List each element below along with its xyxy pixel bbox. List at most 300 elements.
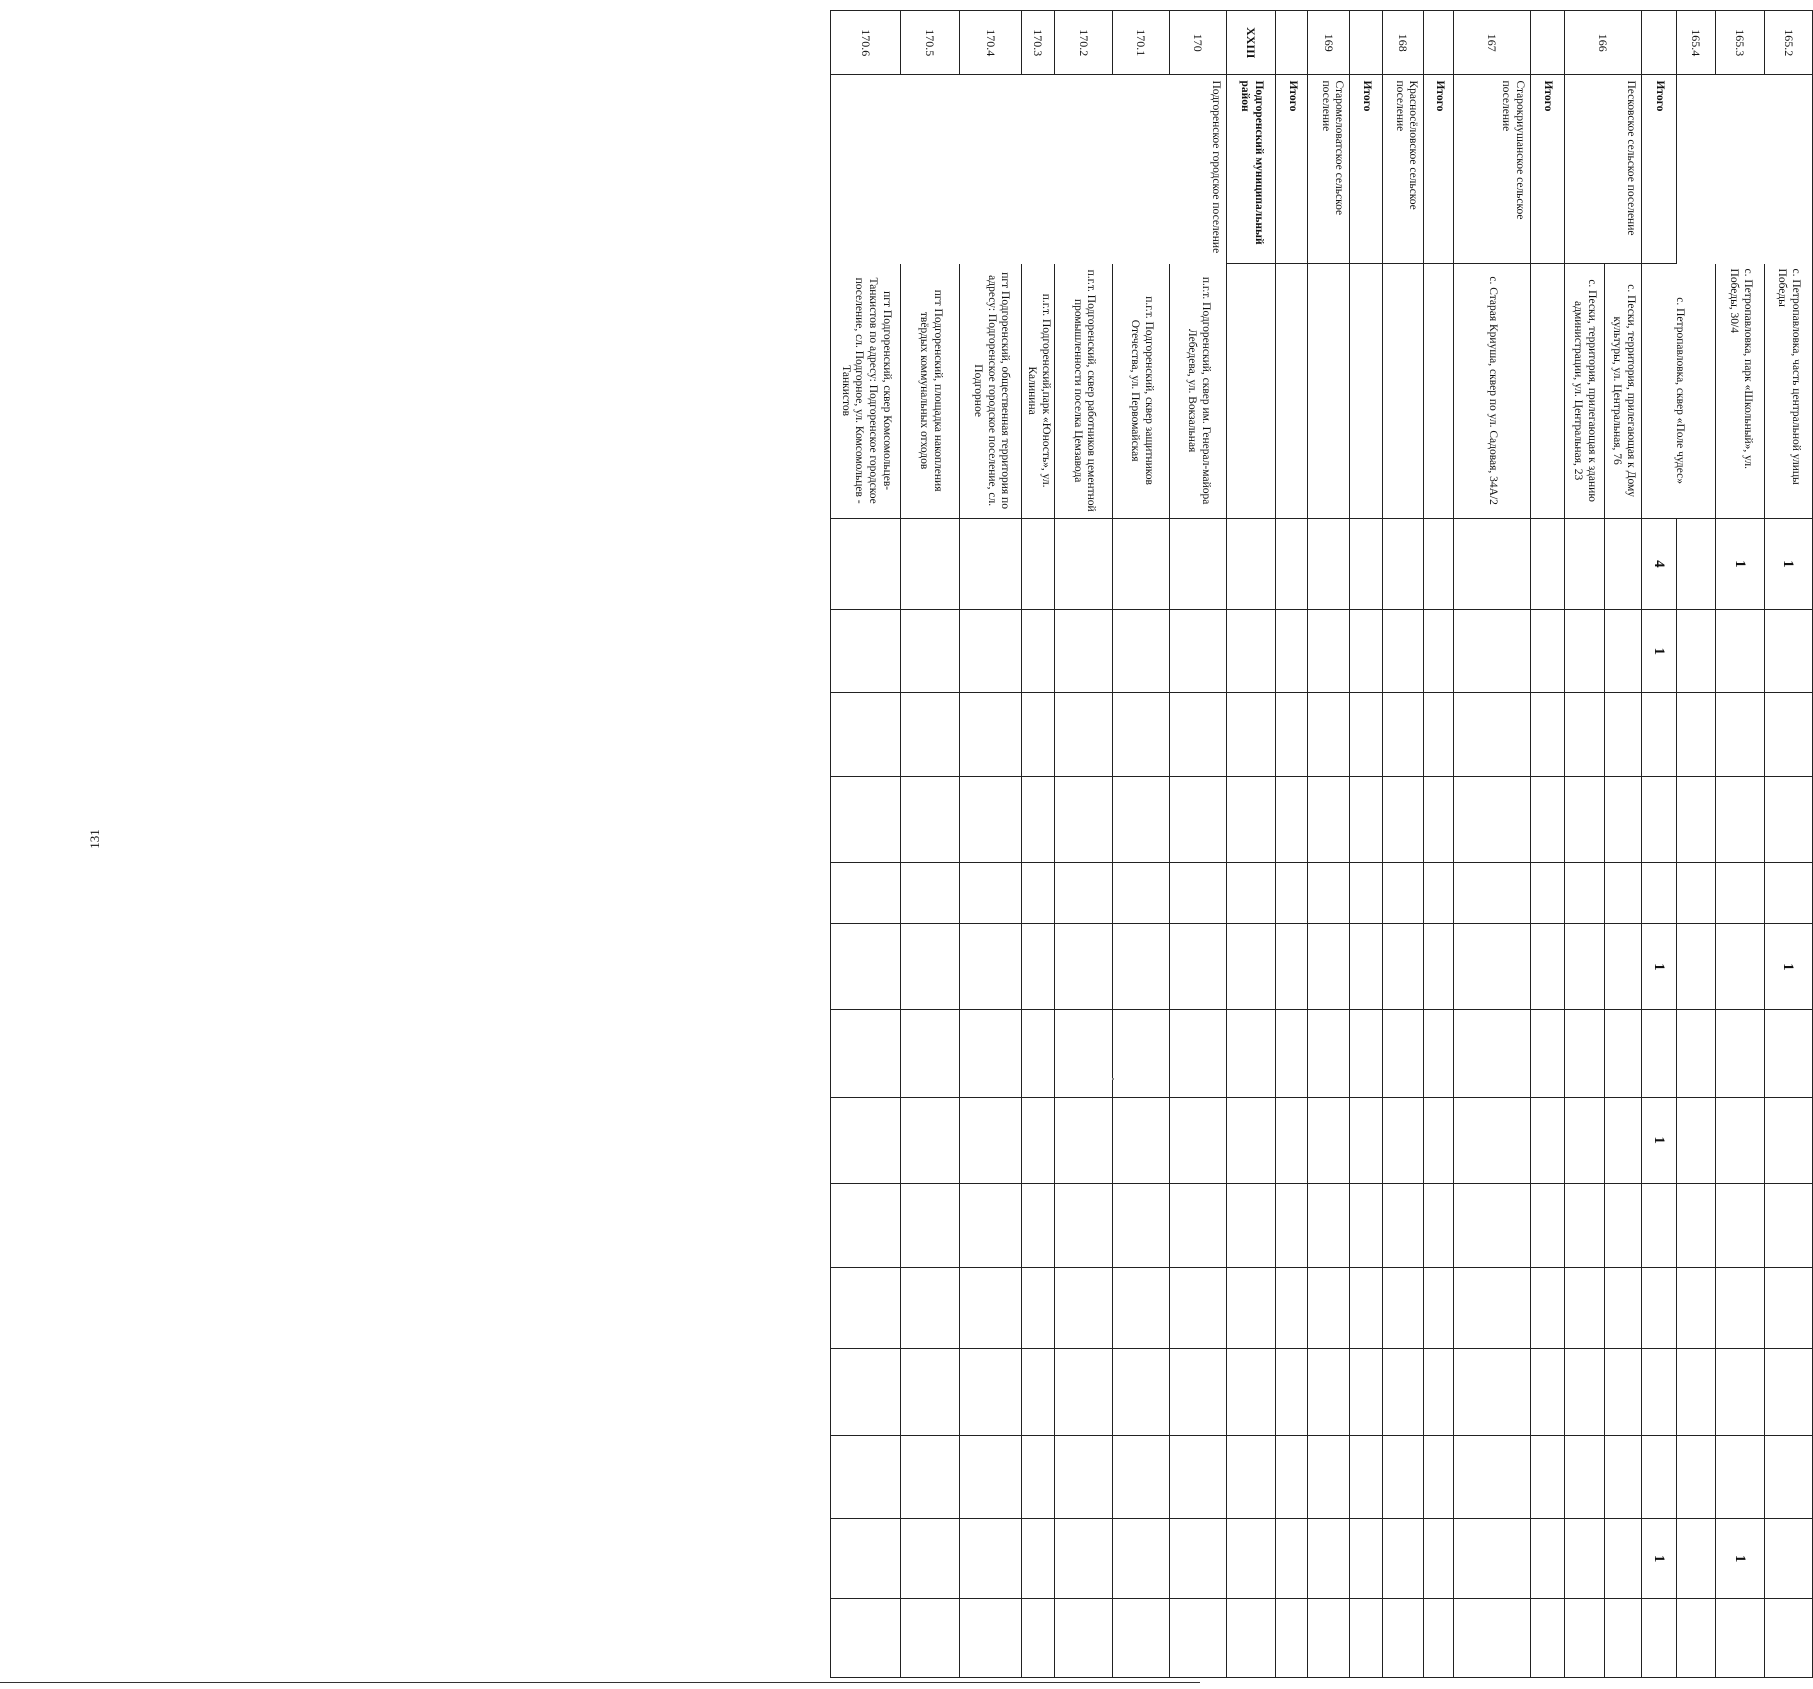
value-cell [960,924,1022,1010]
value-cell [1055,1268,1113,1349]
table-row [1454,11,1530,1678]
value-cell [1022,693,1055,776]
value-cell [1113,518,1170,609]
value-cell [1226,1268,1275,1349]
value-cell [1022,1183,1055,1268]
value-cell [1530,1519,1564,1598]
object-name: пгт Подгоренский, сквер Комсомольцев-Танкистов по адресу: Подгоренское городское поселение, сл. Подгорное, ул. Комсомольцев - Танкистов [831,263,901,518]
value-cell [1055,1519,1113,1598]
value-cell [1055,862,1113,924]
table-row [1350,11,1382,1678]
value-cell [960,1598,1022,1677]
value-cell [1676,1097,1716,1183]
value-cell [1382,1519,1424,1598]
row-number [1350,11,1382,75]
object-name [1276,263,1308,518]
value-cell [1642,776,1676,862]
value-cell [1113,1519,1170,1598]
value-cell [1055,1183,1113,1268]
value-cell [831,1598,901,1677]
value-cell [1170,1010,1227,1097]
value-cell [960,518,1022,609]
value-cell [1113,924,1170,1010]
value-cell [1022,1010,1055,1097]
value-cell [1055,610,1113,693]
value-cell [1424,1097,1454,1183]
value-cell [1604,518,1642,609]
value-cell [1604,1519,1642,1598]
value-cell [1716,1183,1764,1268]
value-cell [1530,610,1564,693]
value-cell [960,862,1022,924]
value-cell [1676,1268,1716,1349]
table-row [1530,11,1564,1678]
value-cell [1350,1183,1382,1268]
value-cell [1676,862,1716,924]
value-cell [1170,1348,1227,1435]
value-cell [1226,1010,1275,1097]
value-cell [1276,693,1308,776]
value-cell [1424,1010,1454,1097]
value-cell [1764,1519,1812,1598]
value-cell [1226,1598,1275,1677]
value-cell [1226,1519,1275,1598]
value-cell [1530,862,1564,924]
value-cell [1604,1436,1642,1519]
value-cell [1022,610,1055,693]
value-cell [1530,518,1564,609]
value-cell [1642,1598,1676,1677]
value-cell [960,1010,1022,1097]
value-cell [1308,610,1350,693]
value-cell [1716,776,1764,862]
value-cell [1022,1519,1055,1598]
value-cell [831,693,901,776]
value-cell [1022,924,1055,1010]
value-cell [1308,924,1350,1010]
object-name: с. Пески, территория, прилегающая к Дому культуры, ул. Центральная, 76 [1604,263,1642,518]
value-cell [1055,1436,1113,1519]
value-cell [1454,1268,1530,1349]
data-table [830,10,1813,1678]
value-cell [1226,1348,1275,1435]
value-cell [960,1519,1022,1598]
value-cell [1022,1436,1055,1519]
value-cell [1350,1348,1382,1435]
value-cell [1565,924,1605,1010]
table-row [1642,11,1676,1678]
value-cell [960,1348,1022,1435]
value-cell [1055,693,1113,776]
value-cell [1604,1183,1642,1268]
value-cell [1170,1097,1227,1183]
value-cell [1382,610,1424,693]
value-cell [1276,1348,1308,1435]
total-label: Итого [1276,75,1308,263]
value-cell [1424,1268,1454,1349]
object-name: с. Пески, территория, прилегающая к зданию администрации, ул. Центральная, 23 [1565,263,1605,518]
value-cell [1764,610,1812,693]
value-cell [1604,924,1642,1010]
value-cell [1565,1519,1605,1598]
row-number: 165.2 [1764,11,1812,75]
value-cell [1530,1183,1564,1268]
value-cell [1604,693,1642,776]
value-cell [1642,1436,1676,1519]
value-cell [1350,1268,1382,1349]
table-row [1604,11,1642,1678]
object-name [1350,263,1382,518]
value-cell [900,862,959,924]
value-cell [1276,1598,1308,1677]
value-cell: 1 [1716,1519,1764,1598]
value-cell [1276,924,1308,1010]
settlement-name: Старомеловатское сельское поселение [1308,75,1350,263]
value-cell [1113,776,1170,862]
value-cell [1226,1436,1275,1519]
value-cell [1454,1436,1530,1519]
value-cell [1565,1348,1605,1435]
value-cell [1170,1183,1227,1268]
value-cell [831,518,901,609]
value-cell [1764,862,1812,924]
object-name: п.г.т. Подгоренский, сквер защитников Отечества, ул. Первомайская [1113,263,1170,518]
value-cell [1716,610,1764,693]
row-number [1424,11,1454,75]
value-cell [1716,862,1764,924]
value-cell [1604,1010,1642,1097]
value-cell [1565,862,1605,924]
value-cell [1055,518,1113,609]
value-cell [1676,693,1716,776]
value-cell [1424,610,1454,693]
object-name [1226,263,1275,518]
value-cell [1454,1598,1530,1677]
value-cell [1530,776,1564,862]
value-cell [1170,1436,1227,1519]
value-cell [1764,1010,1812,1097]
value-cell [1170,862,1227,924]
value-cell [1382,693,1424,776]
value-cell [1022,1598,1055,1677]
value-cell [1113,1097,1170,1183]
value-cell [960,1183,1022,1268]
value-cell [1764,1097,1812,1183]
value-cell [1350,924,1382,1010]
value-cell [900,1097,959,1183]
value-cell [900,1436,959,1519]
value-cell [1454,1519,1530,1598]
value-cell [1676,1519,1716,1598]
value-cell [1454,518,1530,609]
value-cell [1113,610,1170,693]
value-cell [1454,862,1530,924]
value-cell [1454,693,1530,776]
row-number: 165.4 [1676,11,1716,75]
object-name: с. Петропавловка, часть центральной улицы Победы [1764,263,1812,518]
value-cell [831,610,901,693]
value-cell [1530,1010,1564,1097]
table-row [1170,11,1227,1678]
value-cell [1022,862,1055,924]
settlement-cell [1676,75,1812,263]
value-cell [1276,610,1308,693]
value-cell [1226,610,1275,693]
value-cell [1604,1097,1642,1183]
value-cell [1170,924,1227,1010]
value-cell [1055,1010,1113,1097]
value-cell [1276,1097,1308,1183]
value-cell [960,1097,1022,1183]
value-cell [1382,1010,1424,1097]
value-cell [831,862,901,924]
object-name: пгт Подгоренский, общественная территория по адресу: Подгоренское городское поселение, сл. Подгорное [960,263,1022,518]
value-cell [1382,1268,1424,1349]
value-cell [1382,518,1424,609]
object-name [1382,263,1424,518]
value-cell [1308,862,1350,924]
value-cell [1454,776,1530,862]
row-number [1530,11,1564,75]
row-number: 167 [1454,11,1530,75]
object-name: пгт Подгоренский, площадка накопления твёрдых коммунальных отходов [900,263,959,518]
value-cell [1565,1436,1605,1519]
value-cell [1308,1348,1350,1435]
value-cell [1113,862,1170,924]
value-cell [1055,1097,1113,1183]
value-cell [1454,1097,1530,1183]
value-cell [1565,518,1605,609]
value-cell [1382,776,1424,862]
value-cell [960,1436,1022,1519]
value-cell [1170,1598,1227,1677]
value-cell [900,776,959,862]
value-cell [1308,1183,1350,1268]
value-cell [1676,776,1716,862]
table-row [1226,11,1275,1678]
value-cell [1565,693,1605,776]
value-cell [1350,1010,1382,1097]
value-cell [1022,1268,1055,1349]
value-cell [960,776,1022,862]
value-cell [900,518,959,609]
value-cell [960,1268,1022,1349]
page-number: 131 [87,829,102,849]
value-cell: 1 [1642,1097,1676,1183]
value-cell [1764,1436,1812,1519]
value-cell [1308,1598,1350,1677]
value-cell [1764,1183,1812,1268]
value-cell [1424,924,1454,1010]
value-cell [900,1183,959,1268]
value-cell [1604,776,1642,862]
value-cell [1113,1010,1170,1097]
value-cell [1382,1436,1424,1519]
total-label: Итого [1530,75,1564,263]
value-cell [1716,1097,1764,1183]
value-cell [1716,1010,1764,1097]
settlement-name: Песковское сельское поселение [1565,75,1642,263]
value-cell [1276,1519,1308,1598]
value-cell [831,1348,901,1435]
total-label: Итого [1642,75,1676,263]
value-cell [1676,924,1716,1010]
value-cell [1382,924,1424,1010]
value-cell [960,610,1022,693]
object-name: п.г.т. Подгоренский, сквер им. Генерал-майора Лебедева, ул. Вокзальная [1170,263,1227,518]
value-cell [1226,1097,1275,1183]
value-cell [1170,518,1227,609]
value-cell [1276,518,1308,609]
value-cell [900,1268,959,1349]
value-cell [1276,1436,1308,1519]
value-cell [1424,1183,1454,1268]
value-cell [1382,1598,1424,1677]
value-cell [1382,862,1424,924]
value-cell [1226,924,1275,1010]
value-cell [1022,776,1055,862]
value-cell [831,776,901,862]
value-cell: 4 [1642,518,1676,609]
value-cell [1764,1348,1812,1435]
value-cell [1604,862,1642,924]
value-cell [1642,1268,1676,1349]
value-cell [1226,862,1275,924]
value-cell [831,1519,901,1598]
value-cell [1676,1010,1716,1097]
value-cell [1530,1598,1564,1677]
value-cell [1113,1436,1170,1519]
value-cell [1565,610,1605,693]
page-bottom-rule [0,1682,1200,1683]
row-number: 169 [1308,11,1350,75]
row-number: 170.6 [831,11,901,75]
value-cell [1530,1348,1564,1435]
value-cell [1113,693,1170,776]
value-cell [1764,776,1812,862]
value-cell [1226,1183,1275,1268]
table-row [1276,11,1308,1678]
row-number: 165.3 [1716,11,1764,75]
value-cell [900,610,959,693]
value-cell [1565,1183,1605,1268]
value-cell [1382,1097,1424,1183]
value-cell [1454,924,1530,1010]
value-cell [1716,1436,1764,1519]
value-cell [900,693,959,776]
value-cell [1055,924,1113,1010]
value-cell [1676,518,1716,609]
settlement-name: Красносёловское сельское поселение [1382,75,1424,263]
object-name [1424,263,1454,518]
value-cell [1642,1183,1676,1268]
value-cell [1454,1183,1530,1268]
value-cell [1716,924,1764,1010]
value-cell [1676,1348,1716,1435]
value-cell [1676,1183,1716,1268]
value-cell [831,1097,901,1183]
value-cell [1716,1598,1764,1677]
row-number [1642,11,1676,75]
row-number: 170 [1170,11,1227,75]
value-cell [1424,1348,1454,1435]
value-cell [1276,1183,1308,1268]
value-cell [1170,693,1227,776]
object-name: с. Старая Криуша, сквер по ул. Садовая, 34А/2 [1454,263,1530,518]
value-cell [1308,1268,1350,1349]
value-cell [1642,1010,1676,1097]
value-cell [1226,693,1275,776]
row-number: 170.5 [900,11,959,75]
value-cell [1604,1598,1642,1677]
value-cell [1308,776,1350,862]
total-label: Итого [1424,75,1454,263]
value-cell [1565,1097,1605,1183]
value-cell [900,1519,959,1598]
value-cell: 1 [1642,924,1676,1010]
value-cell [1424,862,1454,924]
value-cell [1276,776,1308,862]
value-cell [1530,693,1564,776]
value-cell [1113,1183,1170,1268]
value-cell [1716,1348,1764,1435]
value-cell [1424,693,1454,776]
value-cell [1022,1097,1055,1183]
value-cell [1716,693,1764,776]
value-cell [1350,1598,1382,1677]
value-cell [1716,1268,1764,1349]
value-cell [1308,1436,1350,1519]
value-cell [1604,1348,1642,1435]
value-cell [1676,610,1716,693]
value-cell [831,924,901,1010]
value-cell [831,1268,901,1349]
value-cell [1565,1268,1605,1349]
value-cell [1424,1436,1454,1519]
object-name [1530,263,1564,518]
value-cell [1350,610,1382,693]
table-container [145,10,1803,1678]
value-cell [1226,776,1275,862]
row-number [1276,11,1308,75]
value-cell [1676,1598,1716,1677]
value-cell [1530,1436,1564,1519]
value-cell [1308,1010,1350,1097]
value-cell [900,924,959,1010]
value-cell [1308,1097,1350,1183]
value-cell [1276,862,1308,924]
value-cell [1113,1268,1170,1349]
value-cell [1308,518,1350,609]
value-cell [1276,1268,1308,1349]
table-row [1424,11,1454,1678]
settlement-name: Старокриушанское сельское поселение [1454,75,1530,263]
district-name: Подгоренский муниципальный район [1226,75,1275,263]
value-cell: 1 [1764,518,1812,609]
value-cell [1764,693,1812,776]
value-cell [1424,1598,1454,1677]
table-row [1382,11,1424,1678]
value-cell [1022,518,1055,609]
value-cell [1642,862,1676,924]
value-cell [1454,1010,1530,1097]
value-cell [1565,1598,1605,1677]
value-cell [1382,1348,1424,1435]
value-cell [900,1598,959,1677]
value-cell [1022,1348,1055,1435]
value-cell: 1 [1716,518,1764,609]
value-cell [1424,1519,1454,1598]
